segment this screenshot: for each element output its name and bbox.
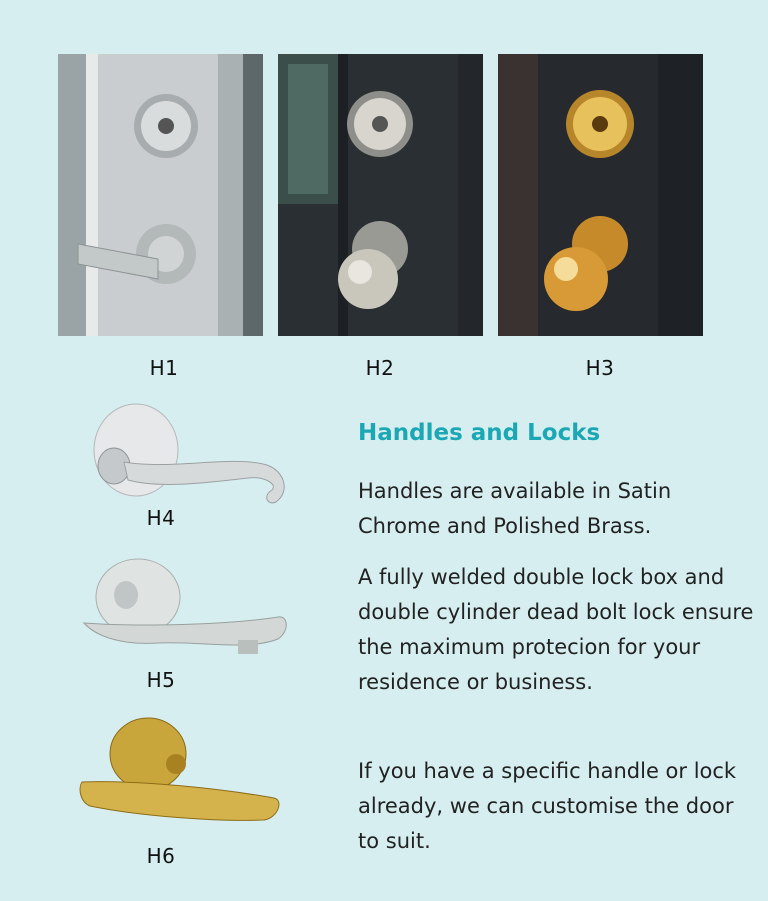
photo-h2: [278, 54, 483, 336]
door-lock-image: [58, 54, 263, 336]
caption-h3: H3: [585, 356, 615, 380]
caption-h5: H5: [146, 668, 176, 692]
photo-h3: [498, 54, 703, 336]
handle-h5-image: [78, 555, 298, 665]
caption-h4: H4: [146, 506, 176, 530]
handle-h4-image: [78, 398, 298, 508]
caption-h2: H2: [365, 356, 395, 380]
section-title: Handles and Locks: [358, 420, 601, 446]
caption-h1: H1: [149, 356, 179, 380]
photo-h1: [58, 54, 263, 336]
door-lock-image: [278, 54, 483, 336]
handle-h6-image: [78, 710, 298, 830]
paragraph-finishes: Handles are available in Satin Chrome and Polished Brass.: [358, 479, 672, 538]
caption-h6: H6: [146, 844, 176, 868]
door-lock-image: [498, 54, 703, 336]
paragraph-customise: If you have a specific handle or lock already, we can customise the door to suit.: [358, 759, 737, 853]
paragraph-lock-box: A fully welded double lock box and double cylinder dead bolt lock ensure the maximum protecion for your residence or business.: [358, 565, 754, 694]
